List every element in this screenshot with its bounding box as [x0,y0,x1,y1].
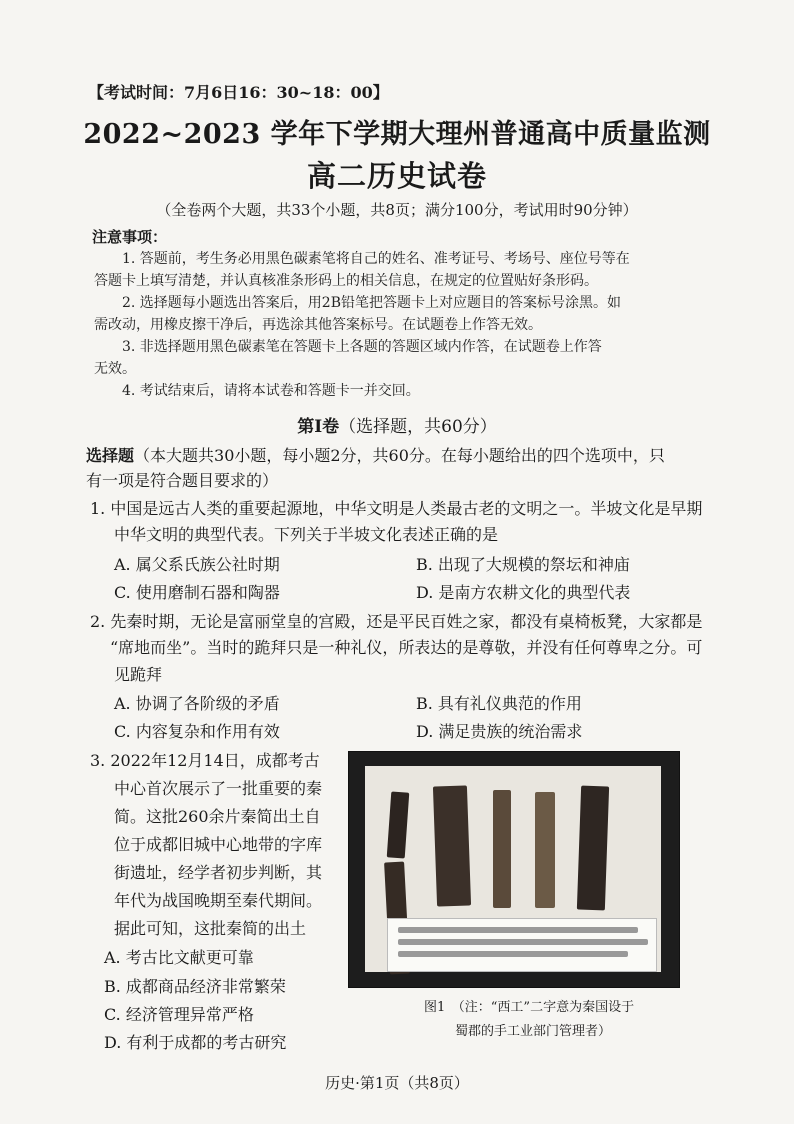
q1-option-a: A. 属父系氏族公社时期 [114,555,280,574]
q3-stem-line: 简。这批260余片秦简出土自 [114,807,321,826]
notice-line: 1. 答题前，考生务必用黑色碳素笔将自己的姓名、准考证号、考场号、座位号等在 [122,251,630,267]
bamboo-slips-photo [348,751,680,988]
instr-text: （本大题共30小题，每小题2分，共60分。在每小题给出的四个选项中，只 [134,446,665,465]
q2-option-c: C. 内容复杂和作用有效 [114,722,280,741]
section-instructions [86,443,665,466]
notice-heading: 注意事项： [92,228,168,246]
figure-caption-line2: 蜀郡的手工业部门管理者） [455,1024,612,1039]
q2-option-b: B. 具有礼仪典范的作用 [416,694,582,713]
q3-stem-line: 位于成都旧城中心地带的字库 [114,835,323,854]
q2-stem-line3: 见跪拜 [114,665,163,684]
section-instructions-line2: 有一项是符合题目要求的） [86,471,279,490]
q3-option-a: A. 考古比文献更可靠 [104,948,254,967]
q3-option-d: D. 有利于成都的考古研究 [104,1033,287,1052]
q3-stem-line: 据此可知，这批秦简的出土 [114,919,307,938]
photo-info-text [398,927,648,963]
q1-option-b: B. 出现了大规模的祭坛和神庙 [416,555,630,574]
q3-stem-line: 年代为战国晚期至秦代期间。 [114,891,323,910]
exam-subtitle: （全卷两个大题，共33个小题，共8页；满分100分，考试用时90分钟） [156,201,638,219]
instr-bold: 选择题 [86,446,135,465]
figure-caption: 图1 （注：“西工”二字意为秦国设于 [424,1000,635,1015]
bamboo-slip [493,790,511,908]
notice-line: 4. 考试结束后，请将本试卷和答题卡一并交回。 [122,383,420,399]
exam-time: 【考试时间：7月6日16：30~18：00】 [88,83,389,102]
section-name: 第Ⅰ卷 [297,417,340,437]
notice-line: 2. 选择题每小题选出答案后，用2B铅笔把答题卡上对应题目的答案标号涂黑。如 [122,295,622,311]
q1-stem: 1. 中国是远古人类的重要起源地，中华文明是人类最古老的文明之一。半坡文化是早期 [90,499,703,518]
q3-option-b: B. 成都商品经济非常繁荣 [104,977,286,996]
exam-title: 2022~2023 学年下学期大理州普通高中质量监测 [83,119,711,150]
section-note: （选择题，共60分） [339,417,497,437]
q1-option-d: D. 是南方农耕文化的典型代表 [416,583,631,602]
q1-option-c: C. 使用磨制石器和陶器 [114,583,280,602]
q1-stem-line2: 中华文明的典型代表。下列关于半坡文化表述正确的是 [114,525,499,544]
notice-line: 答题卡上填写清楚，并认真核准条形码上的相关信息，在规定的位置贴好条形码。 [94,273,598,289]
q2-option-d: D. 满足贵族的统治需求 [416,722,583,741]
notice-line: 无效。 [94,361,136,377]
bamboo-slip [387,791,410,858]
q3-stem: 3. 2022年12月14日，成都考古 [90,751,320,770]
section-title [0,412,794,437]
q3-option-c: C. 经济管理异常严格 [104,1005,254,1024]
bamboo-slip [433,785,471,906]
bamboo-slip [535,792,555,908]
q2-option-a: A. 协调了各阶级的矛盾 [114,694,280,713]
q3-stem-line: 街遗址，经学者初步判断，其 [114,863,323,882]
bamboo-slip [577,786,609,911]
notice-line: 需改动，用橡皮擦干净后，再选涂其他答案标号。在试题卷上作答无效。 [94,317,542,333]
q2-stem: 2. 先秦时期，无论是富丽堂皇的宫殿，还是平民百姓之家，都没有桌椅板凳，大家都是 [90,612,703,631]
page-footer: 历史·第1页（共8页） [325,1074,469,1092]
notice-line: 3. 非选择题用黑色碳素笔在答题卡上各题的答题区域内作答，在试题卷上作答 [122,339,602,355]
q3-stem-line: 中心首次展示了一批重要的秦 [114,779,323,798]
photo-info-panel [387,918,657,972]
photo-background [365,766,661,972]
subject-title: 高二历史试卷 [306,159,487,193]
q2-stem-line2: “席地而坐”。当时的跪拜只是一种礼仪，所表达的是尊敬，并没有任何尊卑之分。可 [110,638,703,657]
